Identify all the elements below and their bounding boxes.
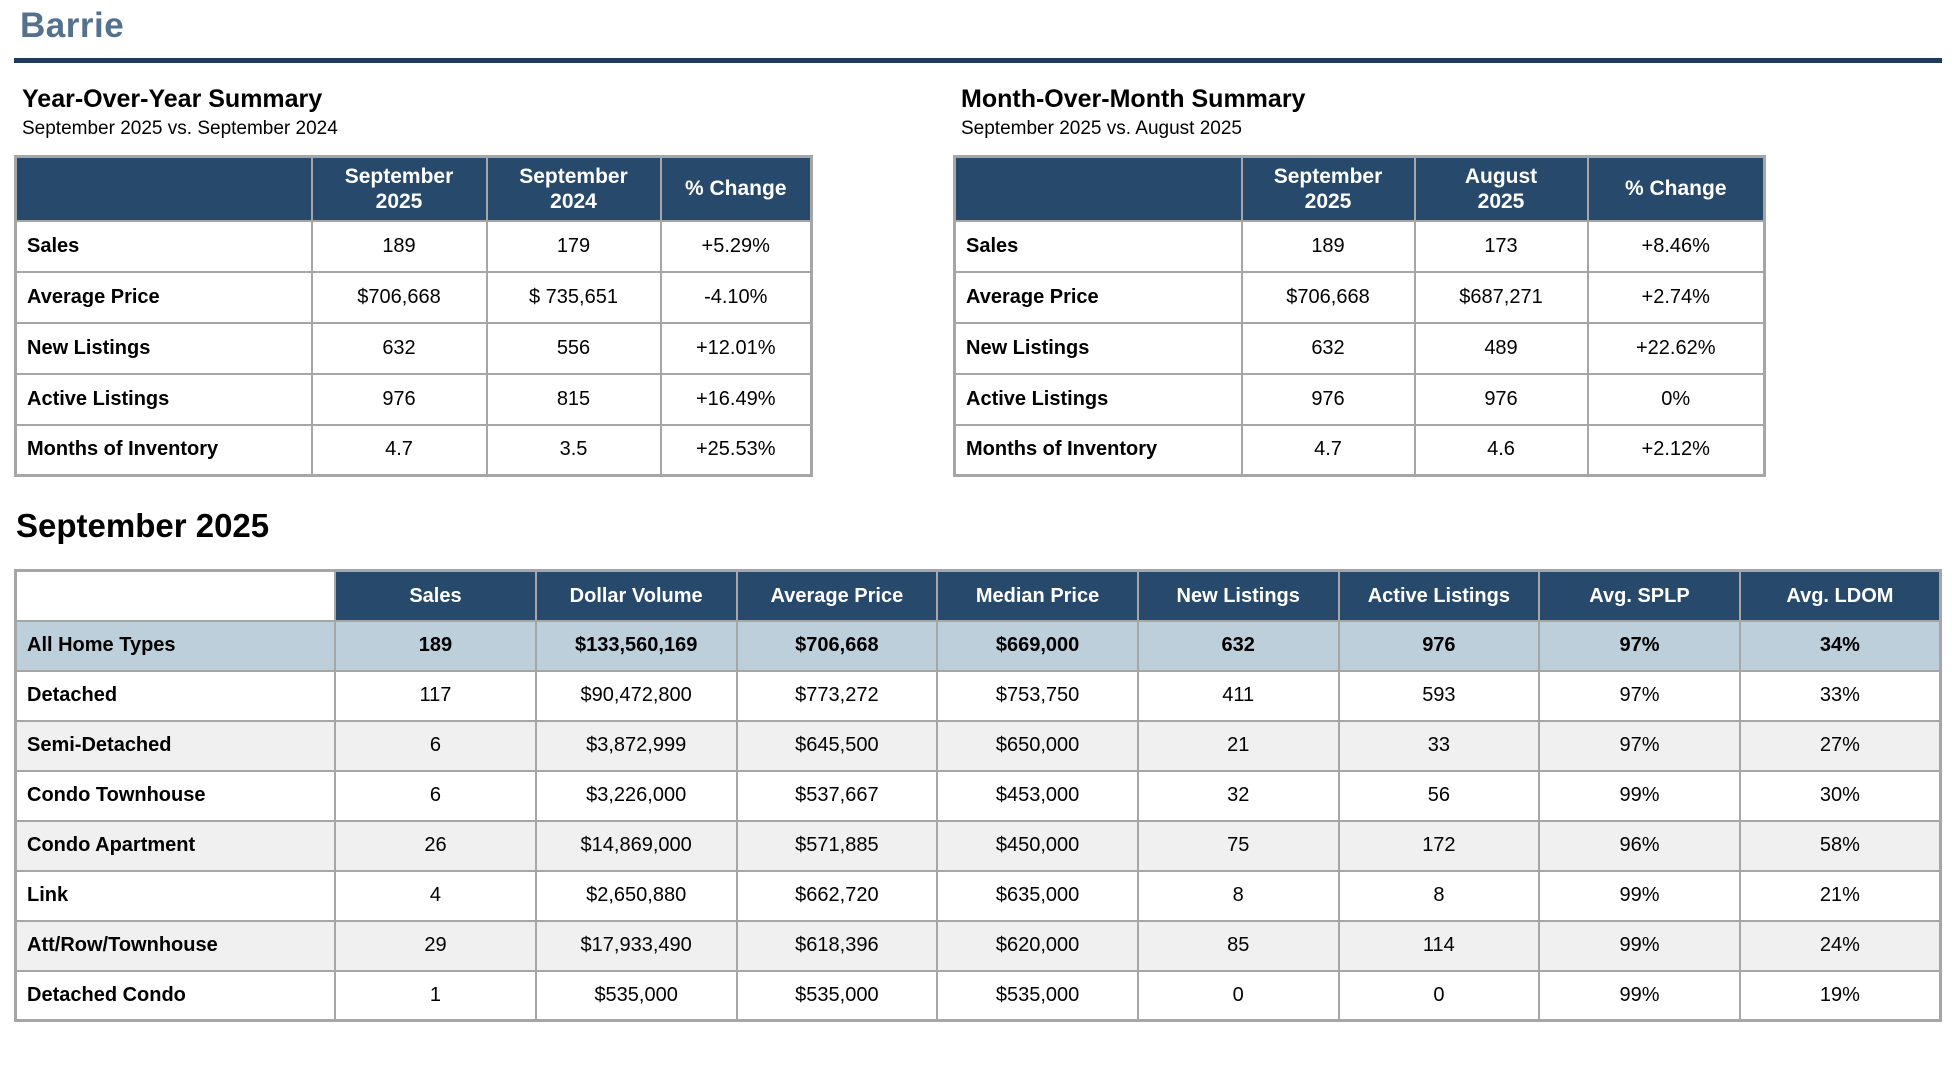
- table-cell: 27%: [1740, 721, 1941, 771]
- table-row-all-home-types: [16, 621, 1941, 671]
- table-cell: $537,667: [737, 771, 938, 821]
- mom-column-header: [1415, 157, 1588, 221]
- table-cell: 189: [335, 621, 536, 671]
- table-cell: 556: [487, 323, 661, 374]
- table-cell: 29: [335, 921, 536, 971]
- row-label: Att/Row/Townhouse: [16, 921, 336, 971]
- table-cell: 97%: [1539, 671, 1740, 721]
- table-cell: 99%: [1539, 771, 1740, 821]
- column-header-line1: September: [344, 164, 454, 188]
- table-cell: 114: [1339, 921, 1540, 971]
- table-cell: 632: [1242, 323, 1415, 374]
- title-divider: [14, 58, 1942, 63]
- row-label: Average Price: [955, 272, 1242, 323]
- table-cell: 0: [1138, 971, 1339, 1021]
- table-cell: 4.7: [1242, 425, 1415, 476]
- table-cell: 85: [1138, 921, 1339, 971]
- table-row: [16, 871, 1941, 921]
- table-cell: 4: [335, 871, 536, 921]
- table-row: [955, 221, 1765, 272]
- monthly-table: [14, 569, 1942, 1022]
- table-cell: 632: [1138, 621, 1339, 671]
- row-label: Average Price: [16, 272, 312, 323]
- row-label: New Listings: [16, 323, 312, 374]
- table-cell: 99%: [1539, 871, 1740, 921]
- table-cell: 189: [312, 221, 487, 272]
- table-cell: $14,869,000: [536, 821, 737, 871]
- row-label: New Listings: [955, 323, 1242, 374]
- table-cell: 179: [487, 221, 661, 272]
- table-cell: +25.53%: [661, 425, 812, 476]
- table-cell: 6: [335, 721, 536, 771]
- table-cell: 8: [1339, 871, 1540, 921]
- table-cell: $687,271: [1415, 272, 1588, 323]
- table-cell: $ 735,651: [487, 272, 661, 323]
- yoy-column-header: [661, 157, 812, 221]
- table-cell: +12.01%: [661, 323, 812, 374]
- mom-title: Month-Over-Month Summary: [961, 85, 1306, 113]
- table-cell: $3,872,999: [536, 721, 737, 771]
- table-cell: 32: [1138, 771, 1339, 821]
- table-cell: 189: [1242, 221, 1415, 272]
- table-cell: $669,000: [937, 621, 1138, 671]
- table-cell: +8.46%: [1588, 221, 1765, 272]
- table-row: [16, 374, 812, 425]
- table-cell: 97%: [1539, 721, 1740, 771]
- monthly-section-title: September 2025: [16, 507, 270, 544]
- table-cell: 4.6: [1415, 425, 1588, 476]
- yoy-column-header: [312, 157, 487, 221]
- table-cell: +5.29%: [661, 221, 812, 272]
- column-header-line2: 2024: [550, 189, 597, 213]
- row-label: All Home Types: [16, 621, 336, 671]
- summary-tables-row: [14, 85, 1942, 477]
- column-header-line1: % Change: [684, 177, 787, 201]
- table-row: [16, 771, 1941, 821]
- table-cell: $535,000: [737, 971, 938, 1021]
- row-label: Months of Inventory: [16, 425, 312, 476]
- yoy-corner-cell: [16, 157, 312, 221]
- table-cell: $773,272: [737, 671, 938, 721]
- mom-column-header: [1588, 157, 1765, 221]
- table-cell: 33: [1339, 721, 1540, 771]
- table-cell: +2.12%: [1588, 425, 1765, 476]
- table-cell: 24%: [1740, 921, 1941, 971]
- yoy-header-row: [16, 157, 812, 221]
- monthly-corner-spacer: [16, 571, 336, 621]
- table-cell: 173: [1415, 221, 1588, 272]
- monthly-column-header: New Listings: [1138, 571, 1339, 621]
- table-cell: 56: [1339, 771, 1540, 821]
- table-cell: $662,720: [737, 871, 938, 921]
- table-cell: 99%: [1539, 921, 1740, 971]
- table-cell: 117: [335, 671, 536, 721]
- table-cell: $535,000: [937, 971, 1138, 1021]
- table-cell: 6: [335, 771, 536, 821]
- mom-section: [953, 85, 1766, 477]
- table-cell: 411: [1138, 671, 1339, 721]
- table-cell: 172: [1339, 821, 1540, 871]
- table-row: [16, 425, 812, 476]
- mom-header-row: [955, 157, 1765, 221]
- monthly-column-header: Active Listings: [1339, 571, 1540, 621]
- monthly-column-header: Avg. SPLP: [1539, 571, 1740, 621]
- table-row: [955, 323, 1765, 374]
- table-cell: 976: [1415, 374, 1588, 425]
- table-cell: $133,560,169: [536, 621, 737, 671]
- table-cell: 26: [335, 821, 536, 871]
- table-cell: 19%: [1740, 971, 1941, 1021]
- table-row: [955, 374, 1765, 425]
- column-header-line1: September: [519, 164, 628, 188]
- table-cell: $706,668: [1242, 272, 1415, 323]
- row-label: Condo Apartment: [16, 821, 336, 871]
- table-cell: $753,750: [937, 671, 1138, 721]
- table-cell: $2,650,880: [536, 871, 737, 921]
- table-cell: $571,885: [737, 821, 938, 871]
- row-label: Months of Inventory: [955, 425, 1242, 476]
- yoy-column-header: [487, 157, 661, 221]
- table-cell: 58%: [1740, 821, 1941, 871]
- mom-corner-cell: [955, 157, 1242, 221]
- table-row: [16, 921, 1941, 971]
- table-cell: 976: [1242, 374, 1415, 425]
- column-header-line2: 2025: [1304, 189, 1352, 213]
- table-cell: $618,396: [737, 921, 938, 971]
- table-cell: 75: [1138, 821, 1339, 871]
- table-cell: +2.74%: [1588, 272, 1765, 323]
- table-cell: $620,000: [937, 921, 1138, 971]
- table-cell: 99%: [1539, 971, 1740, 1021]
- monthly-column-header: Avg. LDOM: [1740, 571, 1941, 621]
- monthly-column-header: Median Price: [937, 571, 1138, 621]
- table-cell: 976: [1339, 621, 1540, 671]
- column-header-line1: September: [1273, 164, 1383, 188]
- monthly-column-header: Average Price: [737, 571, 938, 621]
- yoy-section: [14, 85, 813, 477]
- table-cell: 30%: [1740, 771, 1941, 821]
- table-cell: $650,000: [937, 721, 1138, 771]
- table-row: [16, 323, 812, 374]
- table-cell: 33%: [1740, 671, 1941, 721]
- row-label: Sales: [955, 221, 1242, 272]
- monthly-column-header: Sales: [335, 571, 536, 621]
- table-cell: 815: [487, 374, 661, 425]
- mom-subtitle: September 2025 vs. August 2025: [961, 118, 1242, 139]
- table-row: [16, 221, 812, 272]
- table-row: [955, 425, 1765, 476]
- table-row: [16, 272, 812, 323]
- table-cell: $706,668: [737, 621, 938, 671]
- monthly-column-header: Dollar Volume: [536, 571, 737, 621]
- table-cell: 593: [1339, 671, 1540, 721]
- table-cell: 0%: [1588, 374, 1765, 425]
- table-row: [16, 721, 1941, 771]
- column-header-line2: 2025: [1477, 189, 1525, 213]
- table-cell: +16.49%: [661, 374, 812, 425]
- mom-table: [953, 155, 1766, 477]
- table-row: [16, 971, 1941, 1021]
- monthly-header-row: [16, 571, 1941, 621]
- table-cell: 4.7: [312, 425, 487, 476]
- mom-column-header: [1242, 157, 1415, 221]
- row-label: Active Listings: [16, 374, 312, 425]
- table-cell: $3,226,000: [536, 771, 737, 821]
- table-cell: $90,472,800: [536, 671, 737, 721]
- table-cell: 8: [1138, 871, 1339, 921]
- table-cell: 97%: [1539, 621, 1740, 671]
- row-label: Detached Condo: [16, 971, 336, 1021]
- table-row: [16, 671, 1941, 721]
- table-cell: $453,000: [937, 771, 1138, 821]
- table-cell: $645,500: [737, 721, 938, 771]
- table-cell: $535,000: [536, 971, 737, 1021]
- table-cell: 21%: [1740, 871, 1941, 921]
- table-cell: $450,000: [937, 821, 1138, 871]
- row-label: Sales: [16, 221, 312, 272]
- table-cell: -4.10%: [661, 272, 812, 323]
- table-cell: $706,668: [312, 272, 487, 323]
- table-row: [955, 272, 1765, 323]
- row-label: Active Listings: [955, 374, 1242, 425]
- table-cell: 1: [335, 971, 536, 1021]
- column-header-line1: August: [1464, 164, 1538, 188]
- table-cell: +22.62%: [1588, 323, 1765, 374]
- table-cell: 34%: [1740, 621, 1941, 671]
- yoy-subtitle: September 2025 vs. September 2024: [22, 118, 338, 139]
- yoy-title: Year-Over-Year Summary: [22, 85, 323, 113]
- table-cell: 3.5: [487, 425, 661, 476]
- row-label: Condo Townhouse: [16, 771, 336, 821]
- table-cell: $17,933,490: [536, 921, 737, 971]
- table-cell: $635,000: [937, 871, 1138, 921]
- table-cell: 632: [312, 323, 487, 374]
- column-header-line1: % Change: [1624, 177, 1727, 201]
- row-label: Semi-Detached: [16, 721, 336, 771]
- table-cell: 96%: [1539, 821, 1740, 871]
- yoy-table: [14, 155, 813, 477]
- table-cell: 489: [1415, 323, 1588, 374]
- page-title: Barrie: [20, 6, 125, 45]
- table-cell: 976: [312, 374, 487, 425]
- table-cell: 21: [1138, 721, 1339, 771]
- table-cell: 0: [1339, 971, 1540, 1021]
- row-label: Detached: [16, 671, 336, 721]
- table-row: [16, 821, 1941, 871]
- column-header-line2: 2025: [375, 189, 423, 213]
- row-label: Link: [16, 871, 336, 921]
